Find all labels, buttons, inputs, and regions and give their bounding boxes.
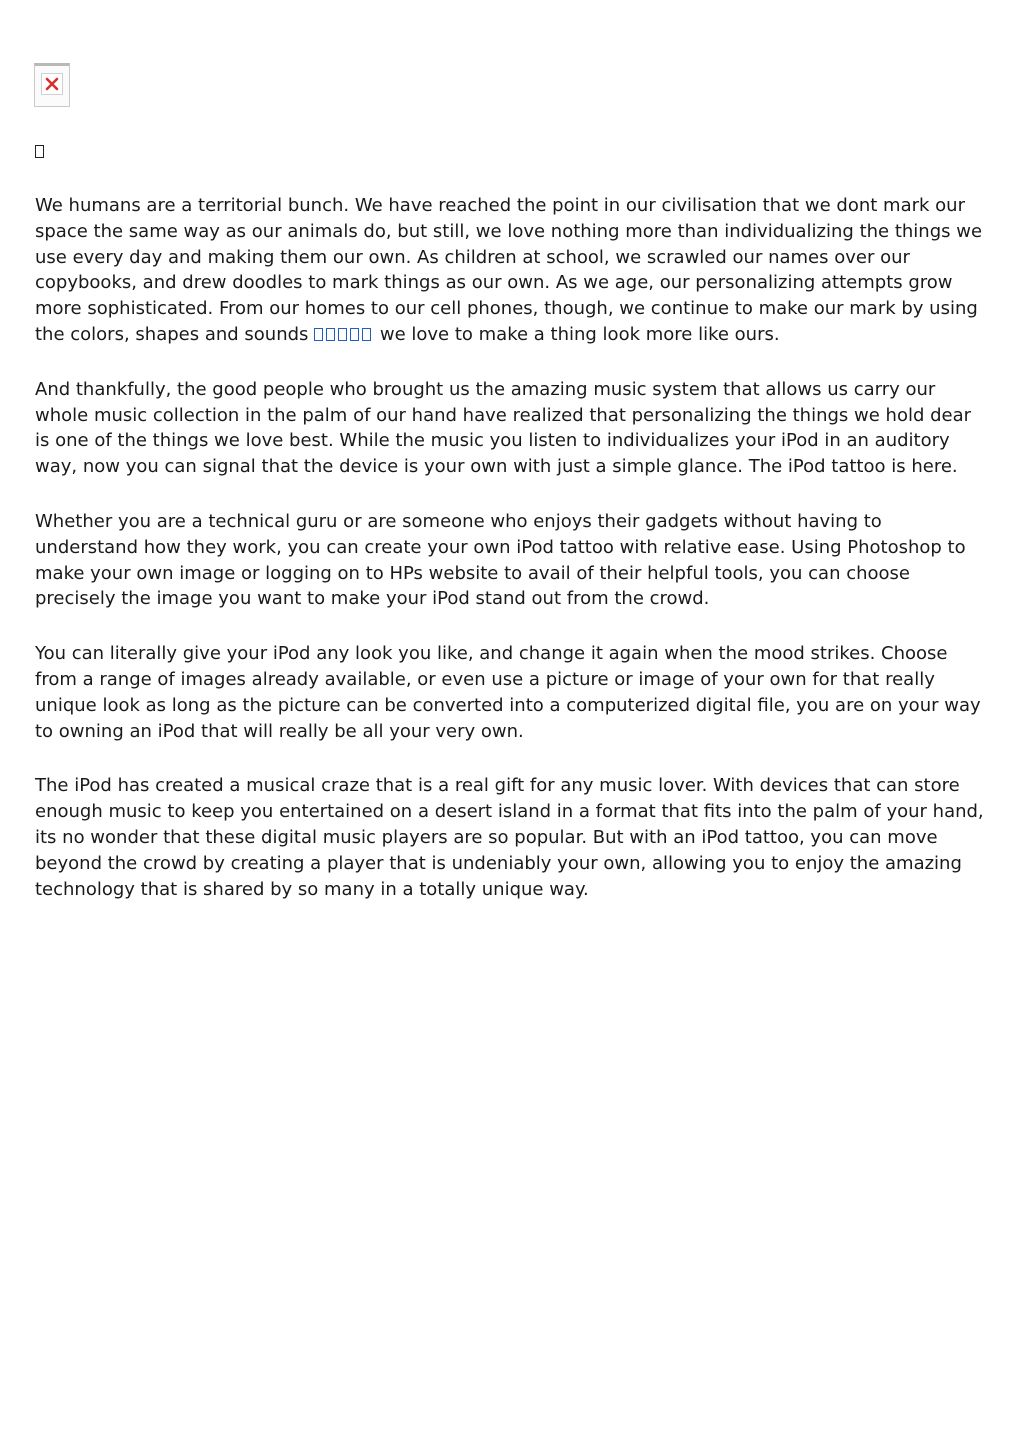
article-paragraph-2: And thankfully, the good people who brought us the amazing music system that allows us carry our whole music collection in the palm of our hand have realized that personalizing the things we hold dear is one of the things we love best. While the music you listen to individualizes your iPod in an auditory way, now you can signal that the device is your own with just a simple glance. The iPod tattoo is here. [35, 378, 972, 478]
missing-glyph-icon [314, 328, 323, 341]
broken-image-icon [34, 63, 70, 107]
article-paragraph-4: You can literally give your iPod any look you like, and change it again when the mood strikes. Choose from a range of images already available, or even use a picture or image of your own for that really unique look as long as the picture can be converted into a computerized digital file, you are on your way to owning an iPod that will really be all your very own. [35, 643, 981, 742]
missing-glyph-icon [326, 328, 335, 341]
missing-glyph-icon [35, 145, 44, 158]
missing-glyph-icon [338, 328, 347, 341]
missing-glyph-icon [350, 328, 359, 341]
paragraph-1-tail: we love to make a thing look more like ours. [374, 323, 780, 345]
article-paragraph-5: The iPod has created a musical craze that is a real gift for any music lover. With devices that can store enough music to keep you entertained on a desert island in a format that fits into the palm of your hand, its no wonder that these digital music players are so popular. But with an iPod tattoo, you can move beyond the crowd by creating a player that is undeniably your own, allowing you to enjoy the amazing technology that is shared by so many in a totally unique way. [35, 775, 984, 900]
broken-image-frame [41, 73, 63, 95]
missing-glyph-icon [362, 328, 371, 341]
article-paragraph-1 [35, 193, 990, 348]
paragraph-1-text: We humans are a territorial bunch. We have reached the point in our civilisation that we dont mark our space the same way as our animals do, but still, we love nothing more than individualizing the things we use every day and making them our own. As children at school, we scrawled our names over our copybooks, and drew doodles to mark things as our own. As we age, our personalizing attempts grow more sophisticated. From our homes to our cell phones, though, we continue to make our mark by using the colors, shapes and sounds [35, 195, 983, 345]
inline-link[interactable] [314, 324, 374, 345]
article-paragraph-3: Whether you are a technical guru or are someone who enjoys their gadgets without having to understand how they work, you can create your own iPod tattoo with relative ease. Using Photoshop to make your own image or logging on to HPs website to avail of their helpful tools, you can choose precisely the image you want to make your iPod stand out from the crowd. [35, 510, 966, 610]
article-body [35, 193, 990, 931]
close-x-icon [45, 77, 59, 91]
